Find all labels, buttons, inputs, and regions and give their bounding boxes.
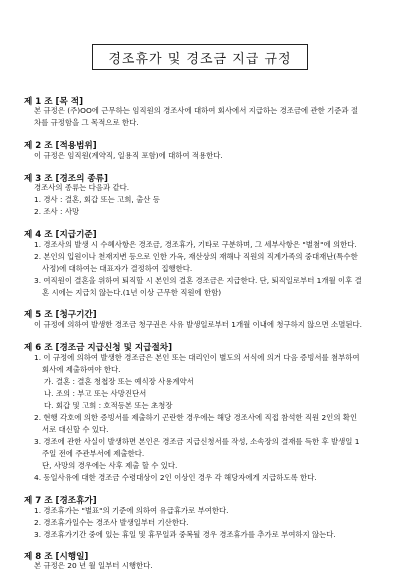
article-line: 2. 현행 각호에 의한 증빙서를 제출하기 곤란한 경우에는 해당 경조사에 직접 참석한 직원 2인의 확인 <box>34 413 358 422</box>
document-title: 경조휴가 및 경조금 지급 규정 <box>92 44 308 70</box>
article-heading: 제 5 조 [청구기간] <box>24 310 97 320</box>
article-line: 3. 여직원이 결혼을 위하여 퇴직할 시 본인의 결혼 경조금은 지급한다. 단, 퇴직일로부터 1개월 이후 결 <box>34 276 362 285</box>
article-line: 차를 규정함을 그 목적으로 한다. <box>34 118 139 127</box>
article-heading: 제 6 조 [경조금 지급신청 및 지급절차] <box>24 343 173 353</box>
article-line: 본 규정은 (주)OO에 근무하는 임직원의 경조사에 대하여 회사에서 지급하는 경조금에 관한 기준과 절 <box>34 106 359 115</box>
article-heading: 제 3 조 [경조의 종류] <box>24 174 108 184</box>
article-line: 다. 회갑 및 고희 : 호적등본 또는 초청장 <box>44 401 173 410</box>
article-line: 단, 사망의 경우에는 사후 제출 할 수 있다. <box>42 461 178 470</box>
article-line: 1. 경조사의 발생 시 수혜사항은 경조금, 경조휴가, 기타로 구분하며, 그 세부사항은 "별첨"에 의한다. <box>34 240 357 249</box>
article-line: 1. 경조휴가는 "별표"의 기준에 의하여 유급휴가로 부여한다. <box>34 506 229 515</box>
article-line: 1. 경사 : 결혼, 회갑 또는 고희, 출산 등 <box>34 195 160 204</box>
article-heading: 제 7 조 [경조휴가] <box>24 496 97 506</box>
article-line: 가. 결혼 : 결혼 청첩장 또는 예식장 사용계약서 <box>44 377 194 386</box>
article-heading: 제 4 조 [지급기준] <box>24 230 97 240</box>
article-line: 1. 이 규정에 의하여 발생한 경조금은 본인 또는 대리인이 별도의 서식에 의거 다음 증빙서를 첨부하여 <box>34 353 360 362</box>
article-line: 4. 동일사유에 대한 경조금 수령대상이 2인 이상인 경우 각 해당자에게 지급하도록 한다. <box>34 473 317 482</box>
article-line: 2. 본인의 입원이나 천재지변 등으로 인한 가옥, 재산상의 재해나 직원의 직계가족의 중대재난(특수한 <box>34 252 358 261</box>
article-line: 경조사의 종류는 다음과 같다. <box>34 183 130 192</box>
article-line: 나. 조의 : 부고 또는 사망진단서 <box>44 389 147 398</box>
article-line: 3. 경조휴가기간 중에 있는 휴일 및 휴무일과 중복될 경우 경조휴가를 추가로 부여하지 않는다. <box>34 530 336 539</box>
article-line: 주일 전에 주관부서에 제출한다. <box>42 449 145 458</box>
article-heading: 제 2 조 [적용범위] <box>24 141 97 151</box>
article-line: 이 규정에 의하여 발생한 경조금 청구권은 사유 발생일로부터 1개월 이내에 청구하지 않으면 소멸된다. <box>34 320 362 329</box>
article-heading: 제 8 조 [시행일] <box>24 552 89 562</box>
article-line: 서로 대신할 수 있다. <box>42 425 109 434</box>
article-line: 2. 경조휴가일수는 경조사 발생일부터 기산한다. <box>34 518 189 527</box>
article-line: 혼 시에는 지급치 않는다.(1년 이상 근무한 직원에 한함) <box>42 288 222 297</box>
article-line: 사정)에 대하여는 대표자가 결정하여 집행한다. <box>42 264 193 273</box>
article-line: 2. 조사 : 사망 <box>34 207 80 216</box>
article-line: 이 규정은 임직원(계약직, 일용직 포함)에 대하여 적용한다. <box>34 151 223 160</box>
article-line: 본 규정은 20 년 월 일부터 시행한다. <box>34 561 153 570</box>
article-line: 회사에 제출하여야 한다. <box>42 365 121 374</box>
article-heading: 제 1 조 [목 적] <box>24 97 84 107</box>
article-line: 3. 경조에 관한 사실이 발생하면 본인은 경조금 지급신청서를 작성, 소속장의 결재를 득한 후 발생일 1 <box>34 437 360 446</box>
